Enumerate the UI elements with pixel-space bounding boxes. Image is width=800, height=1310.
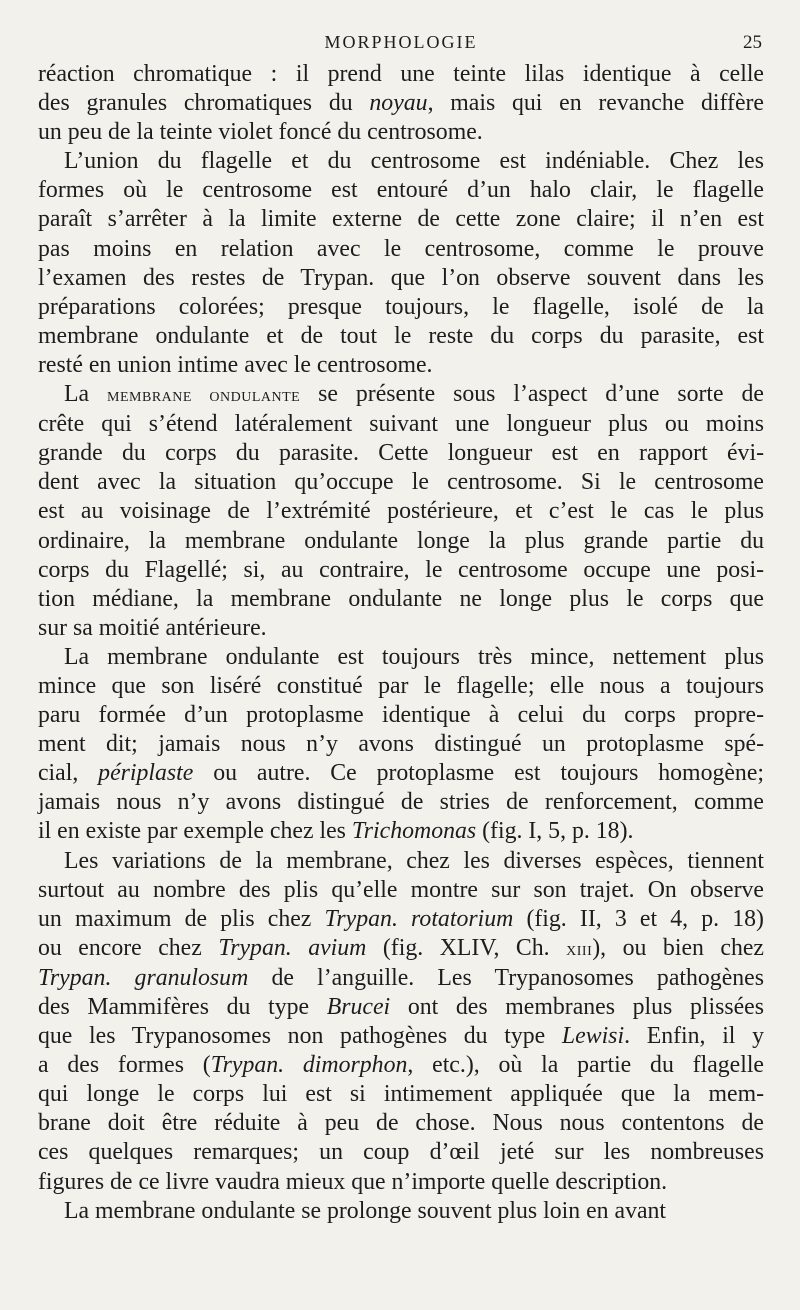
paragraph: [38, 60, 764, 147]
text-line: [38, 410, 764, 439]
text-line: [38, 556, 764, 585]
text-line: [38, 293, 764, 322]
text-run: (fig. I, 5, p. 18).: [476, 818, 634, 845]
italic-run: Trypan. rotatorium: [324, 905, 514, 932]
text-line: [38, 701, 764, 730]
text-line: [38, 672, 764, 701]
text-run: réaction chromatique : il prend une teinte lilas identique à celle: [38, 61, 764, 87]
text-run: Les variations de la membrane, chez les diverses espèces, tiennent: [64, 847, 764, 874]
text-run: , mais qui en revanche diffère: [427, 90, 764, 117]
text-run: ces quelques remarques; un coup d’œil jeté sur les nombreuses: [38, 1139, 764, 1166]
text-line: [38, 497, 764, 526]
text-run: surtout au nombre des plis qu’elle montre sur son trajet. On observe: [38, 876, 764, 903]
text-run: un maximum de plis chez: [38, 905, 325, 932]
text-run: crête qui s’étend latéralement suivant une longueur plus ou moins: [38, 411, 764, 438]
text-run: La: [64, 381, 108, 408]
text-run: un peu de la teinte violet foncé du centrosome.: [38, 119, 483, 146]
text-line: [38, 1168, 764, 1197]
text-run: , etc.), où la partie du flagelle: [407, 1052, 764, 1079]
text-run: préparations colorées; presque toujours, le flagelle, isolé de la: [38, 293, 764, 320]
text-run: sur sa moitié antérieure.: [38, 614, 267, 641]
text-line: [38, 847, 764, 876]
text-line: [38, 614, 764, 643]
text-run: jamais nous n’y avons distingué de stries de renforcement, comme: [38, 789, 764, 816]
paragraph: [38, 147, 764, 380]
text-run: ou autre. Ce protoplasme est toujours homogène;: [193, 760, 764, 787]
text-line: [38, 905, 764, 934]
text-run: paraît s’arrêter à la limite externe de cette zone claire; il n’en est: [38, 206, 764, 233]
paragraph: [38, 1197, 764, 1226]
text-line: [38, 468, 764, 497]
text-run: corps du Flagellé; si, au contraire, le centrosome occupe une posi-: [38, 556, 764, 583]
paragraph: [38, 643, 764, 847]
running-head: MORPHOLOGIE: [324, 32, 478, 52]
text-line: [38, 1138, 764, 1167]
text-line: [38, 1197, 764, 1226]
text-line: [38, 730, 764, 759]
text-run: a des formes (: [38, 1052, 211, 1079]
italic-run: Trypan. granulosum: [38, 964, 249, 991]
text-line: [38, 205, 764, 234]
text-line: [38, 788, 764, 817]
text-run: tion médiane, la membrane ondulante ne longe plus le corps que: [38, 585, 764, 612]
text-run: ment dit; jamais nous n’y avons distingué un protoplasme spé-: [38, 731, 764, 758]
text-run: formes où le centrosome est entouré d’un halo clair, le flagelle: [38, 177, 764, 204]
text-run: ont des membranes plus plissées: [390, 994, 765, 1020]
text-line: [38, 643, 764, 672]
text-run: L’union du flagelle et du centrosome est indéniable. Chez les: [64, 148, 764, 175]
text-line: [38, 235, 764, 264]
text-run: mince que son liséré constitué par le flagelle; elle nous a toujours: [38, 672, 764, 699]
text-run: . Enfin, il y: [624, 1023, 764, 1050]
text-line: [38, 993, 764, 1022]
text-line: [38, 176, 764, 205]
text-line: [38, 964, 764, 993]
text-line: [38, 1022, 764, 1051]
text-run: (fig. XLIV, Ch.: [366, 934, 567, 961]
text-line: [38, 147, 764, 176]
text-run: figures de ce livre vaudra mieux que n’importe quelle description.: [38, 1168, 668, 1195]
text-run: l’examen des restes de Trypan. que l’on observe souvent dans les: [38, 264, 764, 291]
text-line: [38, 759, 764, 788]
text-run: des Mammifères du type: [38, 994, 327, 1020]
text-run: resté en union intime avec le centrosome.: [38, 351, 433, 378]
text-line: [38, 380, 764, 410]
text-run: dent avec la situation qu’occupe le centrosome. Si le centrosome: [38, 469, 764, 496]
text-run: ), ou bien chez: [592, 934, 764, 961]
text-line: [38, 585, 764, 614]
text-run: se présente sous l’aspect d’une sorte de: [300, 381, 764, 408]
italic-run: Trichomonas: [351, 818, 477, 845]
text-run: grande du corps du parasite. Cette longueur est en rapport évi-: [38, 440, 764, 467]
text-run: ordinaire, la membrane ondulante longe la plus grande partie du: [38, 527, 764, 554]
text-line: [38, 89, 764, 118]
italic-run: Brucei: [326, 994, 391, 1020]
text-line: [38, 527, 764, 556]
text-run: (fig. II, 3 et 4, p. 18): [513, 905, 764, 932]
text-line: [38, 1080, 764, 1109]
text-run: paru formée d’un protoplasme identique à celui du corps propre-: [38, 702, 764, 729]
text-run: pas moins en relation avec le centrosome, comme le prouve: [38, 235, 764, 262]
text-line: [38, 1051, 764, 1080]
text-run: est au voisinage de l’extrémité postérieure, et c’est le cas le plus: [38, 498, 764, 525]
paragraph: [38, 847, 764, 1197]
page-number: 25: [743, 32, 762, 53]
italic-run: Lewisi: [561, 1023, 625, 1050]
text-run: qui longe le corps lui est si intimement appliquée que la mem-: [38, 1081, 764, 1108]
body-text: [38, 60, 764, 1226]
text-run: cial,: [38, 760, 99, 787]
italic-run: Trypan. dimorphon: [210, 1052, 408, 1079]
text-line: [38, 817, 764, 846]
page-header: [38, 0, 764, 60]
text-line: [38, 118, 764, 147]
text-line: [38, 1109, 764, 1138]
text-run: que les Trypanosomes non pathogènes du type: [38, 1023, 562, 1050]
text-run: brane doit être réduite à peu de chose. Nous nous contentons de: [38, 1110, 764, 1137]
text-run: membrane ondulante et de tout le reste du corps du parasite, est: [38, 322, 764, 349]
text-run: La membrane ondulante se prolonge souvent plus loin en avant: [64, 1197, 667, 1224]
text-run: ou encore chez: [38, 934, 219, 961]
text-line: [38, 439, 764, 468]
text-line: [38, 934, 764, 964]
text-run: La membrane ondulante est toujours très mince, nettement plus: [64, 643, 764, 670]
text-line: [38, 351, 764, 380]
text-line: [38, 876, 764, 905]
small-caps-run: xiii: [566, 937, 593, 960]
text-line: [38, 264, 764, 293]
small-caps-run: membrane ondulante: [107, 384, 301, 407]
italic-run: Trypan. avium: [218, 934, 367, 961]
text-run: des granules chromatiques du: [38, 90, 370, 117]
italic-run: périplaste: [98, 760, 194, 787]
text-run: il en existe par exemple chez les: [38, 818, 352, 845]
text-line: [38, 60, 764, 89]
paragraph: [38, 380, 764, 643]
text-line: [38, 322, 764, 351]
text-run: de l’anguille. Les Trypanosomes pathogènes: [248, 964, 764, 991]
italic-run: noyau: [369, 90, 428, 117]
